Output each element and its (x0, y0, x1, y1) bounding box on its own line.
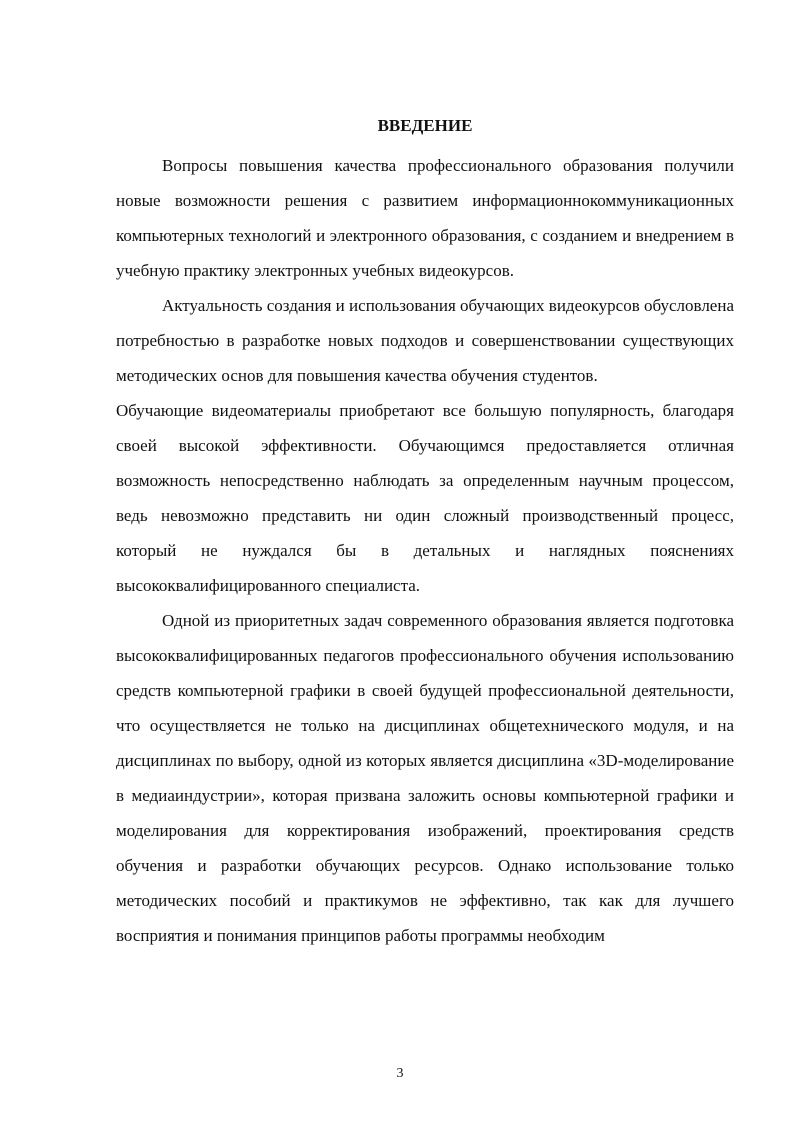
paragraph-3: Обучающие видеоматериалы приобретают все большую популярность, благодаря своей высокой эффективности. Обучающимся предоставляется отличная возможность непосредственно наблюдать за определенным научным процессом, ведь невозможно представить ни один сложный производственный процесс, который не нуждался бы в детальных и наглядных пояснениях высококвалифицированного специалиста. (116, 401, 734, 595)
paragraph-2: Актуальность создания и использования обучающих видеокурсов обусловлена потребностью в разработке новых подходов и совершенствовании существующих методических основ для повышения качества обучения студентов. (116, 296, 734, 385)
section-heading: ВВЕДЕНИЕ (377, 116, 473, 135)
paragraph-4: Одной из приоритетных задач современного образования является подготовка высококвалифицированных педагогов профессионального обучения использованию средств компьютерной графики в своей будущей профессиональной деятельности, что осуществляется не только на дисциплинах общетехнического модуля, и на дисциплинах по выбору, одной из которых является дисциплина «3D-моделирование в медиаиндустрии», которая призвана заложить основы компьютерной графики и моделирования для корректирования изображений, проектирования средств обучения и разработки обучающих ресурсов. Однако использование только методических пособий и практикумов не эффективно, так как для лучшего восприятия и понимания принципов работы программы необходим (116, 611, 734, 945)
page-content (116, 114, 734, 953)
paragraph-1: Вопросы повышения качества профессионального образования получили новые возможности решения с развитием информационнокоммуникационных компьютерных технологий и электронного образования, с созданием и внедрением в учебную практику электронных учебных видеокурсов. (116, 156, 734, 280)
page-number: 3 (396, 1066, 404, 1081)
